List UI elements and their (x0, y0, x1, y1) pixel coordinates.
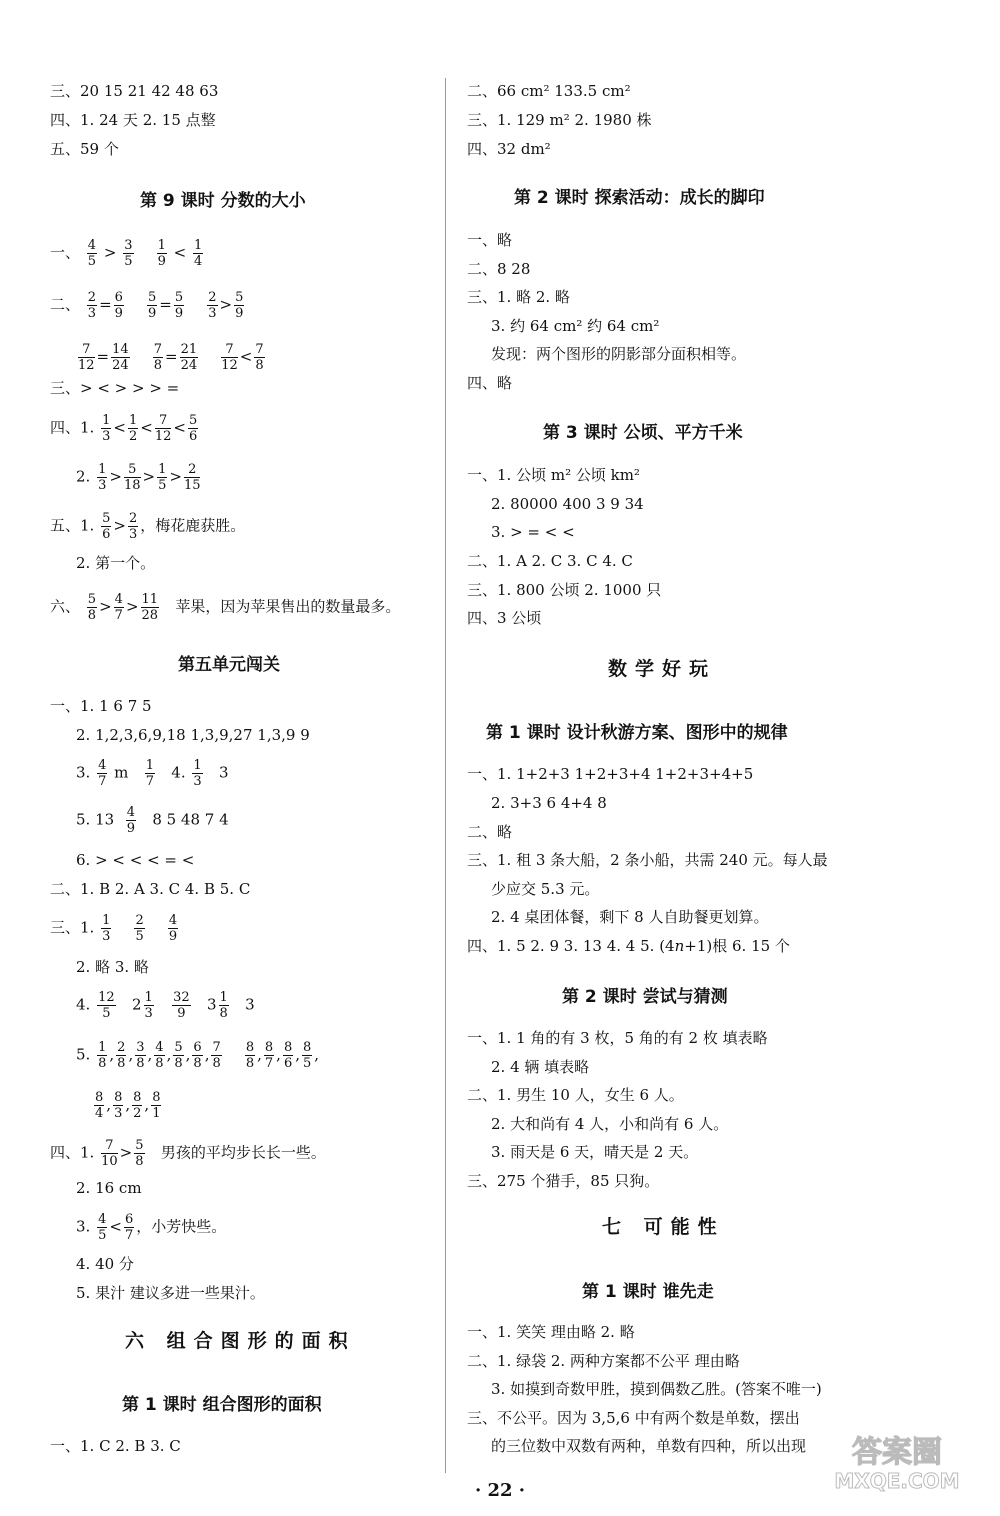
answer-line: 二、1. 男生 10 人，女生 6 人。 (467, 1086, 684, 1104)
section-heading: 第 9 课时 分数的大小 (140, 191, 306, 211)
answer-line: 一、1. 1 6 7 5 (50, 697, 152, 715)
answer-line: 3. $\frac{4}{7}$ m $\frac{1}{7}$ 4. $\frac{1}{3}$ 3 (76, 758, 229, 789)
answer-line: 三、1. 略 2. 略 (467, 288, 570, 306)
answer-line: 二、1. B 2. A 3. C 4. B 5. C (50, 880, 251, 898)
answer-line: 四、32 dm² (467, 140, 551, 158)
answer-line: 一、 $\frac{4}{5}$ > $\frac{3}{5}$ $\frac{1}{9}$ < $\frac{1}{4}$ (50, 238, 203, 269)
answer-line: 三、1. 800 公顷 2. 1000 只 (467, 581, 662, 599)
section-heading: 第 2 课时 尝试与猜测 (562, 987, 728, 1007)
answer-line: 2. 大和尚有 4 人，小和尚有 6 人。 (491, 1115, 729, 1133)
fraction: $\frac{4}{5}$ (87, 238, 97, 269)
section-heading: 第 3 课时 公顷、平方千米 (543, 423, 743, 443)
answer-line: 二、略 (467, 823, 513, 841)
answer-line: 四、1. 5 2. 9 3. 13 4. 4 5. (4n+1)根 6. 15 个 (467, 937, 790, 955)
svg-text:答案圈: 答案圈 (852, 1435, 942, 1470)
section-heading: 第 1 课时 谁先走 (582, 1282, 714, 1302)
answer-line: 一、1. 公顷 m² 公顷 km² (467, 466, 640, 484)
answer-line: 三、1. 129 m² 2. 1980 株 (467, 111, 652, 129)
answer-line: 四、1. $\frac{7}{10}$ > $\frac{5}{8}$ 男孩的平均步长长一些。 (50, 1138, 326, 1169)
answer-line: 发现：两个图形的阴影部分面积相等。 (491, 345, 747, 363)
answer-line: 五、59 个 (50, 140, 119, 158)
fraction: $\frac{1}{4}$ (194, 238, 203, 269)
answer-line: 2. 4 辆 填表略 (491, 1058, 590, 1076)
answer-line: 二、8 28 (467, 260, 531, 278)
answer-line: 四、1. $\frac{1}{3}$ < $\frac{1}{2}$ < $\frac{7}{12}$ < $\frac{5}{6}$ (50, 413, 198, 444)
answer-line: 5. $\frac{1}{8}$ , $\frac{2}{8}$ , $\frac{3}{8}$ , $\frac{4}{8}$ , $\frac{5}{8}$ , $\frac{6}{8}$ , $\frac{7}{8}$ $\frac{8}{8}$ , $\frac{8}{7}$ , $\frac{8}{6}$ , $\frac{8}{5}$ , (76, 1040, 320, 1071)
answer-line: 二、1. A 2. C 3. C 4. C (467, 552, 633, 570)
answer-line: 三、20 15 21 42 48 63 (50, 82, 219, 100)
answer-line: 三、275 个猎手，85 只狗。 (467, 1172, 660, 1190)
answer-line: 一、1. 1 角的有 3 枚，5 角的有 2 枚 填表略 (467, 1029, 768, 1047)
answer-line: 三、不公平。因为 3,5,6 中有两个数是单数，摆出 (467, 1409, 800, 1427)
chapter-heading: 数学好玩 (608, 658, 717, 680)
answer-line: 2. 略 3. 略 (76, 958, 149, 976)
answer-line: 2. 1,2,3,6,9,18 1,3,9,27 1,3,9 9 (76, 726, 310, 744)
section-heading: 第五单元闯关 (178, 655, 280, 675)
answer-line: 4. $\frac{12}{5}$ 2 $\frac{1}{3}$ $\frac{32}{9}$ 3 $\frac{1}{8}$ 3 (76, 990, 255, 1021)
answer-line: 六、 $\frac{5}{8}$ > $\frac{4}{7}$ > $\frac{11}{28}$ 苹果，因为苹果售出的数量最多。 (50, 592, 401, 623)
section-heading: 第 2 课时 探索活动：成长的脚印 (514, 188, 765, 208)
answer-line: 2. $\frac{1}{3}$ > $\frac{5}{18}$ > $\frac{1}{5}$ > $\frac{2}{15}$ (76, 462, 201, 493)
answer-line: 三、> < > > > = (50, 379, 180, 397)
fraction: $\frac{1}{9}$ (157, 238, 166, 269)
answer-line: 2. 4 桌团体餐，剩下 8 人自助餐更划算。 (491, 908, 769, 926)
answer-line: 二、1. 绿袋 2. 两种方案都不公平 理由略 (467, 1352, 740, 1370)
answer-line: 3. 约 64 cm² 约 64 cm² (491, 317, 660, 335)
answer-line: 四、3 公顷 (467, 609, 542, 627)
watermark-logo (812, 1424, 982, 1496)
answer-line: 一、1. 1+2+3 1+2+3+4 1+2+3+4+5 (467, 765, 754, 783)
answer-line: 三、1. 租 3 条大船，2 条小船，共需 240 元。每人最 (467, 851, 828, 869)
answer-line: 一、略 (467, 231, 513, 249)
fraction: $\frac{3}{5}$ (124, 238, 133, 269)
answer-line: 2. 80000 400 3 9 34 (491, 495, 644, 513)
answer-line: 2. 第一个。 (76, 554, 156, 572)
answer-line: 2. 16 cm (76, 1179, 142, 1197)
chapter-heading: 七 可能性 (602, 1216, 725, 1238)
section-heading: 第 1 课时 组合图形的面积 (122, 1395, 322, 1415)
section-heading: 第 1 课时 设计秋游方案、图形中的规律 (486, 723, 788, 743)
answer-line: 四、略 (467, 374, 513, 392)
answer-line: 3. 雨天是 6 天，晴天是 2 天。 (491, 1143, 699, 1161)
svg-text:MXQE.COM: MXQE.COM (834, 1469, 960, 1493)
column-divider (445, 78, 446, 1473)
answer-line: 一、1. C 2. B 3. C (50, 1437, 181, 1455)
answer-line: 少应交 5.3 元。 (491, 880, 600, 898)
answer-line: 3. $\frac{4}{5}$ < $\frac{6}{7}$ ，小芳快些。 (76, 1212, 227, 1243)
answer-line: 6. > < < < = < (76, 851, 195, 869)
page-number: · 22 · (474, 1480, 526, 1501)
answer-line: 5. 13 $\frac{4}{9}$ 8 5 48 7 4 (76, 805, 229, 836)
answer-line: 二、 $\frac{2}{3}$ = $\frac{6}{9}$ $\frac{5}{9}$ = $\frac{5}{9}$ $\frac{2}{3}$ > $\frac{5}{9}$ (50, 290, 244, 321)
answer-line: 3. > = < < (491, 523, 575, 541)
answer-line: 4. 40 分 (76, 1255, 134, 1273)
answer-line: $\frac{7}{12}$ = $\frac{14}{24}$ $\frac{7}{8}$ = $\frac{21}{24}$ $\frac{7}{12}$ < $\frac{7}{8}$ (78, 342, 264, 373)
answer-line: 三、1. $\frac{1}{3}$ $\frac{2}{5}$ $\frac{4}{9}$ (50, 913, 178, 944)
answer-line: 5. 果汁 建议多进一些果汁。 (76, 1284, 265, 1302)
chapter-heading: 六 组合图形的面积 (125, 1330, 356, 1352)
answer-line: 四、1. 24 天 2. 15 点整 (50, 111, 216, 129)
answer-line: 二、66 cm² 133.5 cm² (467, 82, 631, 100)
answer-line: 五、1. $\frac{5}{6}$ > $\frac{2}{3}$ ，梅花鹿获胜。 (50, 511, 246, 542)
answer-line: 一、1. 笑笑 理由略 2. 略 (467, 1323, 635, 1341)
answer-line: 3. 如摸到奇数甲胜，摸到偶数乙胜。(答案不唯一) (491, 1380, 822, 1398)
answer-line: 的三位数中双数有两种，单数有四种，所以出现 (491, 1437, 807, 1455)
answer-line: $\frac{8}{4}$ , $\frac{8}{3}$ , $\frac{8}{2}$ , $\frac{8}{1}$ (95, 1090, 161, 1121)
answer-line: 2. 3+3 6 4+4 8 (491, 794, 607, 812)
